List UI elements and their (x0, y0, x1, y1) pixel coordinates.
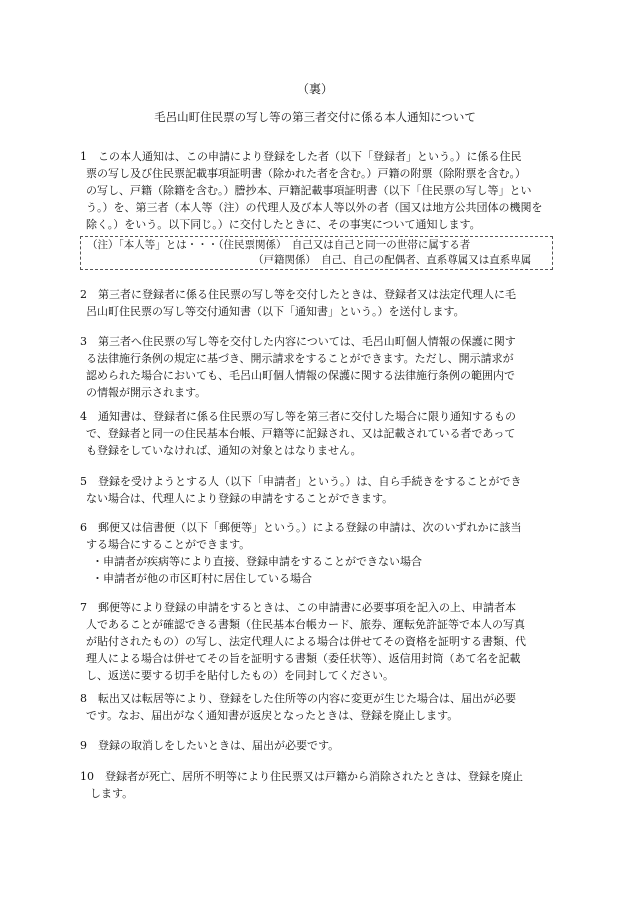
item-2-line: 2 第三者に登録者に係る住民票の写し等を交付したときは、登録者又は法定代理人に毛 (80, 288, 516, 301)
item-7-line: が貼付されたもの）の写し、法定代理人による場合は併せてその資格を証明する書類、代 (86, 635, 526, 648)
note-box (80, 236, 553, 270)
item-1-line: の写し、戸籍（除籍を含む。）謄抄本、戸籍記載事項証明書（以下「住民票の写し等」とい (86, 184, 532, 197)
item-7-line: し、返送に要する切手を貼付したもの）を同封してください。 (86, 669, 394, 682)
item-7-line: 人であることが確認できる書類（住民基本台帳カード、旅券、運転免許証等で本人の写真 (86, 618, 526, 631)
item-8-line: です。なお、届出がなく通知書が返戻となったときは、登録を廃止します。 (86, 709, 459, 722)
item-1-line: 1 この本人通知は、この申請により登録をした者（以下「登録者」という。）に係る住民 (80, 150, 522, 163)
item-6-line: 6 郵便又は信書便（以下「郵便等」という。）による登録の申請は、次のいずれかに該当 (80, 521, 522, 534)
note-row-2: （戸籍関係） 自己、自己の配偶者、直系尊属又は直系卑属 (253, 254, 532, 266)
item-4-line: で、登録者と同一の住民基本台帳、戸籍等に記録され、又は記載されている者であって (86, 427, 516, 440)
item-3 (80, 333, 553, 401)
item-10 (80, 768, 553, 802)
item-2 (80, 286, 553, 320)
item-9-line: 9 登録の取消しをしたいときは、届出が必要です。 (80, 739, 340, 752)
item-4-line: 4 通知書は、登録者に係る住民票の写し等を第三者に交付した場合に限り通知するもの (80, 410, 516, 423)
item-10-line: します。 (90, 787, 134, 800)
item-3-line: る法律施行条例の規定に基づき、開示請求をすることができます。ただし、開示請求が (86, 352, 514, 365)
item-4 (80, 408, 553, 459)
item-7 (80, 599, 553, 684)
item-2-line: 呂山町住民票の写し等交付通知書（以下「通知書」という。）を送付します。 (86, 305, 465, 318)
item-3-line: の情報が開示されます。 (86, 386, 207, 399)
item-1 (80, 148, 553, 233)
item-5 (80, 473, 553, 507)
item-9 (80, 737, 553, 754)
item-6-bullet: ・申請者が他の市区町村に居住している場合 (92, 572, 312, 585)
document-title: 毛呂山町住民票の写し等の第三者交付に係る本人通知について (154, 110, 476, 124)
item-7-line: 理人による場合は併せてその旨を証明する書類（委任状等）、返信用封筒（あて名を記載 (86, 652, 521, 665)
note-row-1: （注）「本人等」とは・・・（住民票関係） 自己又は自己と同一の世帯に属する者 (87, 239, 471, 251)
item-5-line: ない場合は、代理人により登録の申請をすることができます。 (86, 492, 394, 505)
item-8 (80, 690, 553, 724)
item-5-line: 5 登録を受けようとする人（以下「申請者」という。）は、自ら手続きをすることができ (80, 475, 522, 488)
item-1-line: 除く。）をいう。以下同じ。）に交付したときに、その事実について通知します。 (86, 218, 481, 231)
back-side-label: （裏） (296, 82, 333, 96)
item-6-line: する場合にすることができます。 (86, 538, 251, 551)
item-3-line: 3 第三者へ住民票の写し等を交付した内容については、毛呂山町個人情報の保護に関す (80, 335, 516, 348)
item-7-line: 7 郵便等により登録の申請をするときは、この申請書に必要事項を記入の上、申請者本 (80, 601, 516, 614)
item-4-line: も登録をしていなければ、通知の対象とはなりません。 (86, 444, 362, 457)
item-8-line: 8 転出又は転居等により、登録をした住所等の内容に変更が生じた場合は、届出が必要 (80, 692, 516, 705)
item-1-line: 票の写し及び住民票記載事項証明書（除かれた者を含む。）戸籍の附票（除附票を含む。） (86, 167, 526, 180)
item-3-line: 認められた場合においても、毛呂山町個人情報の保護に関する法律施行条例の範囲内で (86, 369, 515, 382)
item-6-bullet: ・申請者が疾病等により直接、登録申請をすることができない場合 (92, 555, 422, 568)
item-1-line: う。）を、第三者（本人等（注）の代理人及び本人等以外の者（国又は地方公共団体の機関を (86, 201, 543, 214)
item-10-line: 10 登録者が死亡、居所不明等により住民票又は戸籍から消除されたときは、登録を廃止 (80, 770, 523, 783)
item-6 (80, 519, 553, 587)
